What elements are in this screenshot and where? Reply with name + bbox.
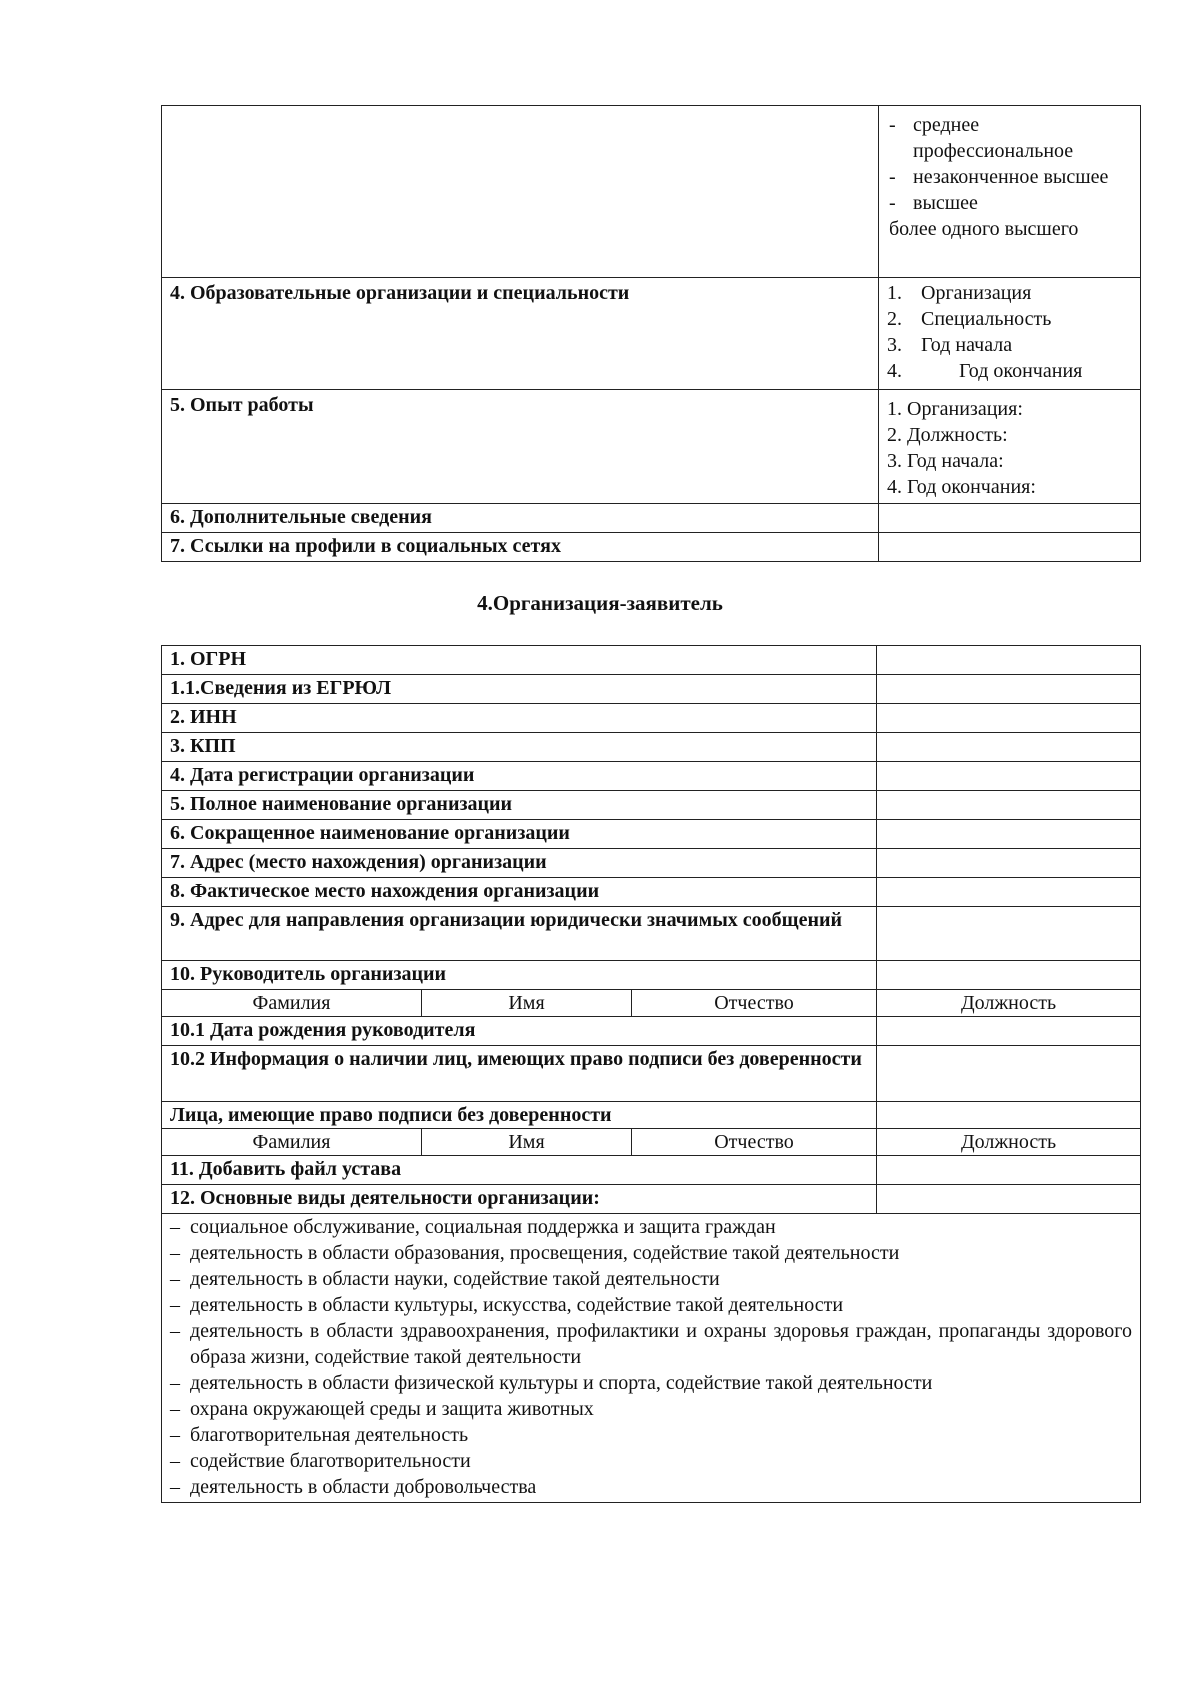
person-info-table bbox=[161, 105, 1141, 562]
item-number: 2. bbox=[887, 308, 902, 330]
surname-header: Фамилия bbox=[162, 990, 422, 1017]
item-text: Специальность bbox=[921, 308, 1052, 330]
edu-org-field bbox=[887, 280, 1132, 306]
row-value-empty bbox=[877, 1017, 1141, 1046]
edu-org-field bbox=[887, 306, 1132, 332]
activity-text: деятельность в области здравоохранения, профилактики и охраны здоровья граждан, пропаганды здорового образа жизни, содействие такой деятельности bbox=[190, 1320, 1133, 1368]
org-row bbox=[162, 849, 1141, 878]
activity-text: деятельность в области образования, просвещения, содействие такой деятельности bbox=[190, 1242, 900, 1264]
education-option: - незаконченное высшее bbox=[889, 166, 1109, 188]
org-row bbox=[162, 1017, 1141, 1046]
org-row bbox=[162, 646, 1141, 675]
position-header: Должность bbox=[877, 1129, 1141, 1156]
org-row bbox=[162, 1046, 1141, 1102]
row-value-empty bbox=[877, 961, 1141, 990]
work-field: 4. Год окончания: bbox=[887, 476, 1036, 498]
education-option: - высшее bbox=[889, 192, 978, 214]
activity-item: – содействие благотворительности bbox=[170, 1450, 471, 1472]
signers-name-headers-row bbox=[162, 1129, 1141, 1156]
row-label: 10.1 Дата рождения руководителя bbox=[162, 1017, 877, 1046]
education-level-label-cell bbox=[162, 106, 879, 278]
activity-text: содействие благотворительности bbox=[190, 1450, 471, 1472]
activity-item: – деятельность в области образования, просвещения, содействие такой деятельности bbox=[170, 1242, 900, 1264]
item-text: Год окончания bbox=[959, 360, 1083, 382]
education-option-text: высшее bbox=[913, 192, 978, 214]
work-field: 2. Должность: bbox=[887, 424, 1008, 446]
item-number: 3. bbox=[887, 334, 902, 356]
activity-item: – деятельность в области культуры, искусства, содействие такой деятельности bbox=[170, 1294, 844, 1316]
row-value-empty bbox=[877, 791, 1141, 820]
work-field: 3. Год начала: bbox=[887, 450, 1004, 472]
item-text: Год начала bbox=[921, 334, 1013, 356]
name-header: Имя bbox=[422, 990, 632, 1017]
row-label: 10.2 Информация о наличии лиц, имеющих право подписи без доверенности bbox=[162, 1046, 877, 1102]
row-value-empty bbox=[879, 533, 1141, 562]
row-value-empty bbox=[877, 762, 1141, 791]
edu-org-field bbox=[887, 358, 1132, 384]
activity-text: благотворительная деятельность bbox=[190, 1424, 469, 1446]
row-value-empty bbox=[877, 878, 1141, 907]
org-row bbox=[162, 675, 1141, 704]
row-value-empty bbox=[877, 733, 1141, 762]
activities-cell bbox=[162, 1214, 1141, 1503]
activity-item: – благотворительная деятельность bbox=[170, 1424, 469, 1446]
activity-item: – деятельность в области здравоохранения, профилактики и охраны здоровья граждан, пропаганды здорового образа жизни, содействие такой деятельности bbox=[170, 1320, 1133, 1368]
surname-header: Фамилия bbox=[162, 1129, 422, 1156]
org-row bbox=[162, 820, 1141, 849]
head-name-headers-row bbox=[162, 990, 1141, 1017]
activity-text: социальное обслуживание, социальная поддержка и защита граждан bbox=[190, 1216, 776, 1238]
activity-text: деятельность в области физической культуры и спорта, содействие такой деятельности bbox=[190, 1372, 933, 1394]
row-label: 6. Дополнительные сведения bbox=[162, 504, 879, 533]
row-label: 7. Адрес (место нахождения) организации bbox=[162, 849, 877, 878]
row-label: Лица, имеющие право подписи без доверенности bbox=[162, 1102, 877, 1129]
org-row bbox=[162, 791, 1141, 820]
row-label: 2. ИНН bbox=[162, 704, 877, 733]
org-row bbox=[162, 704, 1141, 733]
row-value-empty bbox=[877, 646, 1141, 675]
row-value-empty bbox=[877, 1102, 1141, 1129]
row-educational-orgs bbox=[162, 278, 1141, 390]
activity-item: – деятельность в области физической культуры и спорта, содействие такой деятельности bbox=[170, 1372, 933, 1394]
section-title: 4.Организация-заявитель bbox=[477, 591, 723, 615]
activity-item: – социальное обслуживание, социальная поддержка и защита граждан bbox=[170, 1216, 776, 1238]
row-label: 6. Сокращенное наименование организации bbox=[162, 820, 877, 849]
row-value-empty bbox=[877, 704, 1141, 733]
row-value-empty bbox=[879, 504, 1141, 533]
item-number: 4. bbox=[887, 360, 902, 382]
row-label: 8. Фактическое место нахождения организации bbox=[162, 878, 877, 907]
org-row bbox=[162, 907, 1141, 961]
row-label: 5. Опыт работы bbox=[162, 390, 879, 504]
education-option-text: незаконченное высшее bbox=[913, 166, 1109, 188]
activity-text: охрана окружающей среды и защита животных bbox=[190, 1398, 594, 1420]
applicant-org-table bbox=[161, 645, 1141, 1503]
row-value-empty bbox=[877, 849, 1141, 878]
activities-row bbox=[162, 1214, 1141, 1503]
row-value-empty bbox=[877, 1156, 1141, 1185]
edu-org-field bbox=[887, 332, 1132, 358]
education-option-tail: более одного высшего bbox=[889, 218, 1079, 240]
row-label: 4. Дата регистрации организации bbox=[162, 762, 877, 791]
row-value-empty bbox=[877, 1046, 1141, 1102]
activities-list bbox=[170, 1214, 1132, 1500]
org-row bbox=[162, 1102, 1141, 1129]
org-row bbox=[162, 762, 1141, 791]
row-value-empty bbox=[877, 907, 1141, 961]
org-row bbox=[162, 1156, 1141, 1185]
row-work-experience bbox=[162, 390, 1141, 504]
org-row bbox=[162, 961, 1141, 990]
item-number: 1. bbox=[887, 282, 902, 304]
activity-item: – деятельность в области добровольчества bbox=[170, 1476, 537, 1498]
org-row bbox=[162, 1185, 1141, 1214]
activity-item: – охрана окружающей среды и защита животных bbox=[170, 1398, 594, 1420]
org-row bbox=[162, 733, 1141, 762]
row-label: 10. Руководитель организации bbox=[162, 961, 877, 990]
patronymic-header: Отчество bbox=[632, 1129, 877, 1156]
row-label: 1. ОГРН bbox=[162, 646, 877, 675]
row-value-empty bbox=[877, 675, 1141, 704]
row-value-empty bbox=[877, 1185, 1141, 1214]
org-row bbox=[162, 878, 1141, 907]
row-label: 3. КПП bbox=[162, 733, 877, 762]
education-option-text: среднее профессиональное bbox=[913, 114, 1074, 162]
position-header: Должность bbox=[877, 990, 1141, 1017]
row-label: 11. Добавить файл устава bbox=[162, 1156, 877, 1185]
row-label: 5. Полное наименование организации bbox=[162, 791, 877, 820]
row-value-empty bbox=[877, 820, 1141, 849]
row-label: 7. Ссылки на профили в социальных сетях bbox=[162, 533, 879, 562]
row-label: 12. Основные виды деятельности организации: bbox=[162, 1185, 877, 1214]
patronymic-header: Отчество bbox=[632, 990, 877, 1017]
education-option: - среднее профессиональное bbox=[889, 114, 1074, 162]
activity-text: деятельность в области добровольчества bbox=[190, 1476, 537, 1498]
education-level-row bbox=[162, 106, 1141, 278]
row-label: 9. Адрес для направления организации юридически значимых сообщений bbox=[162, 907, 877, 961]
edu-org-fields bbox=[879, 278, 1141, 390]
work-experience-fields bbox=[879, 390, 1141, 504]
activity-text: деятельность в области культуры, искусства, содействие такой деятельности bbox=[190, 1294, 844, 1316]
activity-text: деятельность в области науки, содействие такой деятельности bbox=[190, 1268, 720, 1290]
row-label: 4. Образовательные организации и специальности bbox=[162, 278, 879, 390]
work-field: 1. Организация: bbox=[887, 398, 1023, 420]
row-label: 1.1.Сведения из ЕГРЮЛ bbox=[162, 675, 877, 704]
activity-item: – деятельность в области науки, содействие такой деятельности bbox=[170, 1268, 720, 1290]
education-level-options bbox=[879, 106, 1141, 278]
item-text: Организация bbox=[921, 282, 1032, 304]
name-header: Имя bbox=[422, 1129, 632, 1156]
row-additional-info bbox=[162, 504, 1141, 533]
row-social-links bbox=[162, 533, 1141, 562]
